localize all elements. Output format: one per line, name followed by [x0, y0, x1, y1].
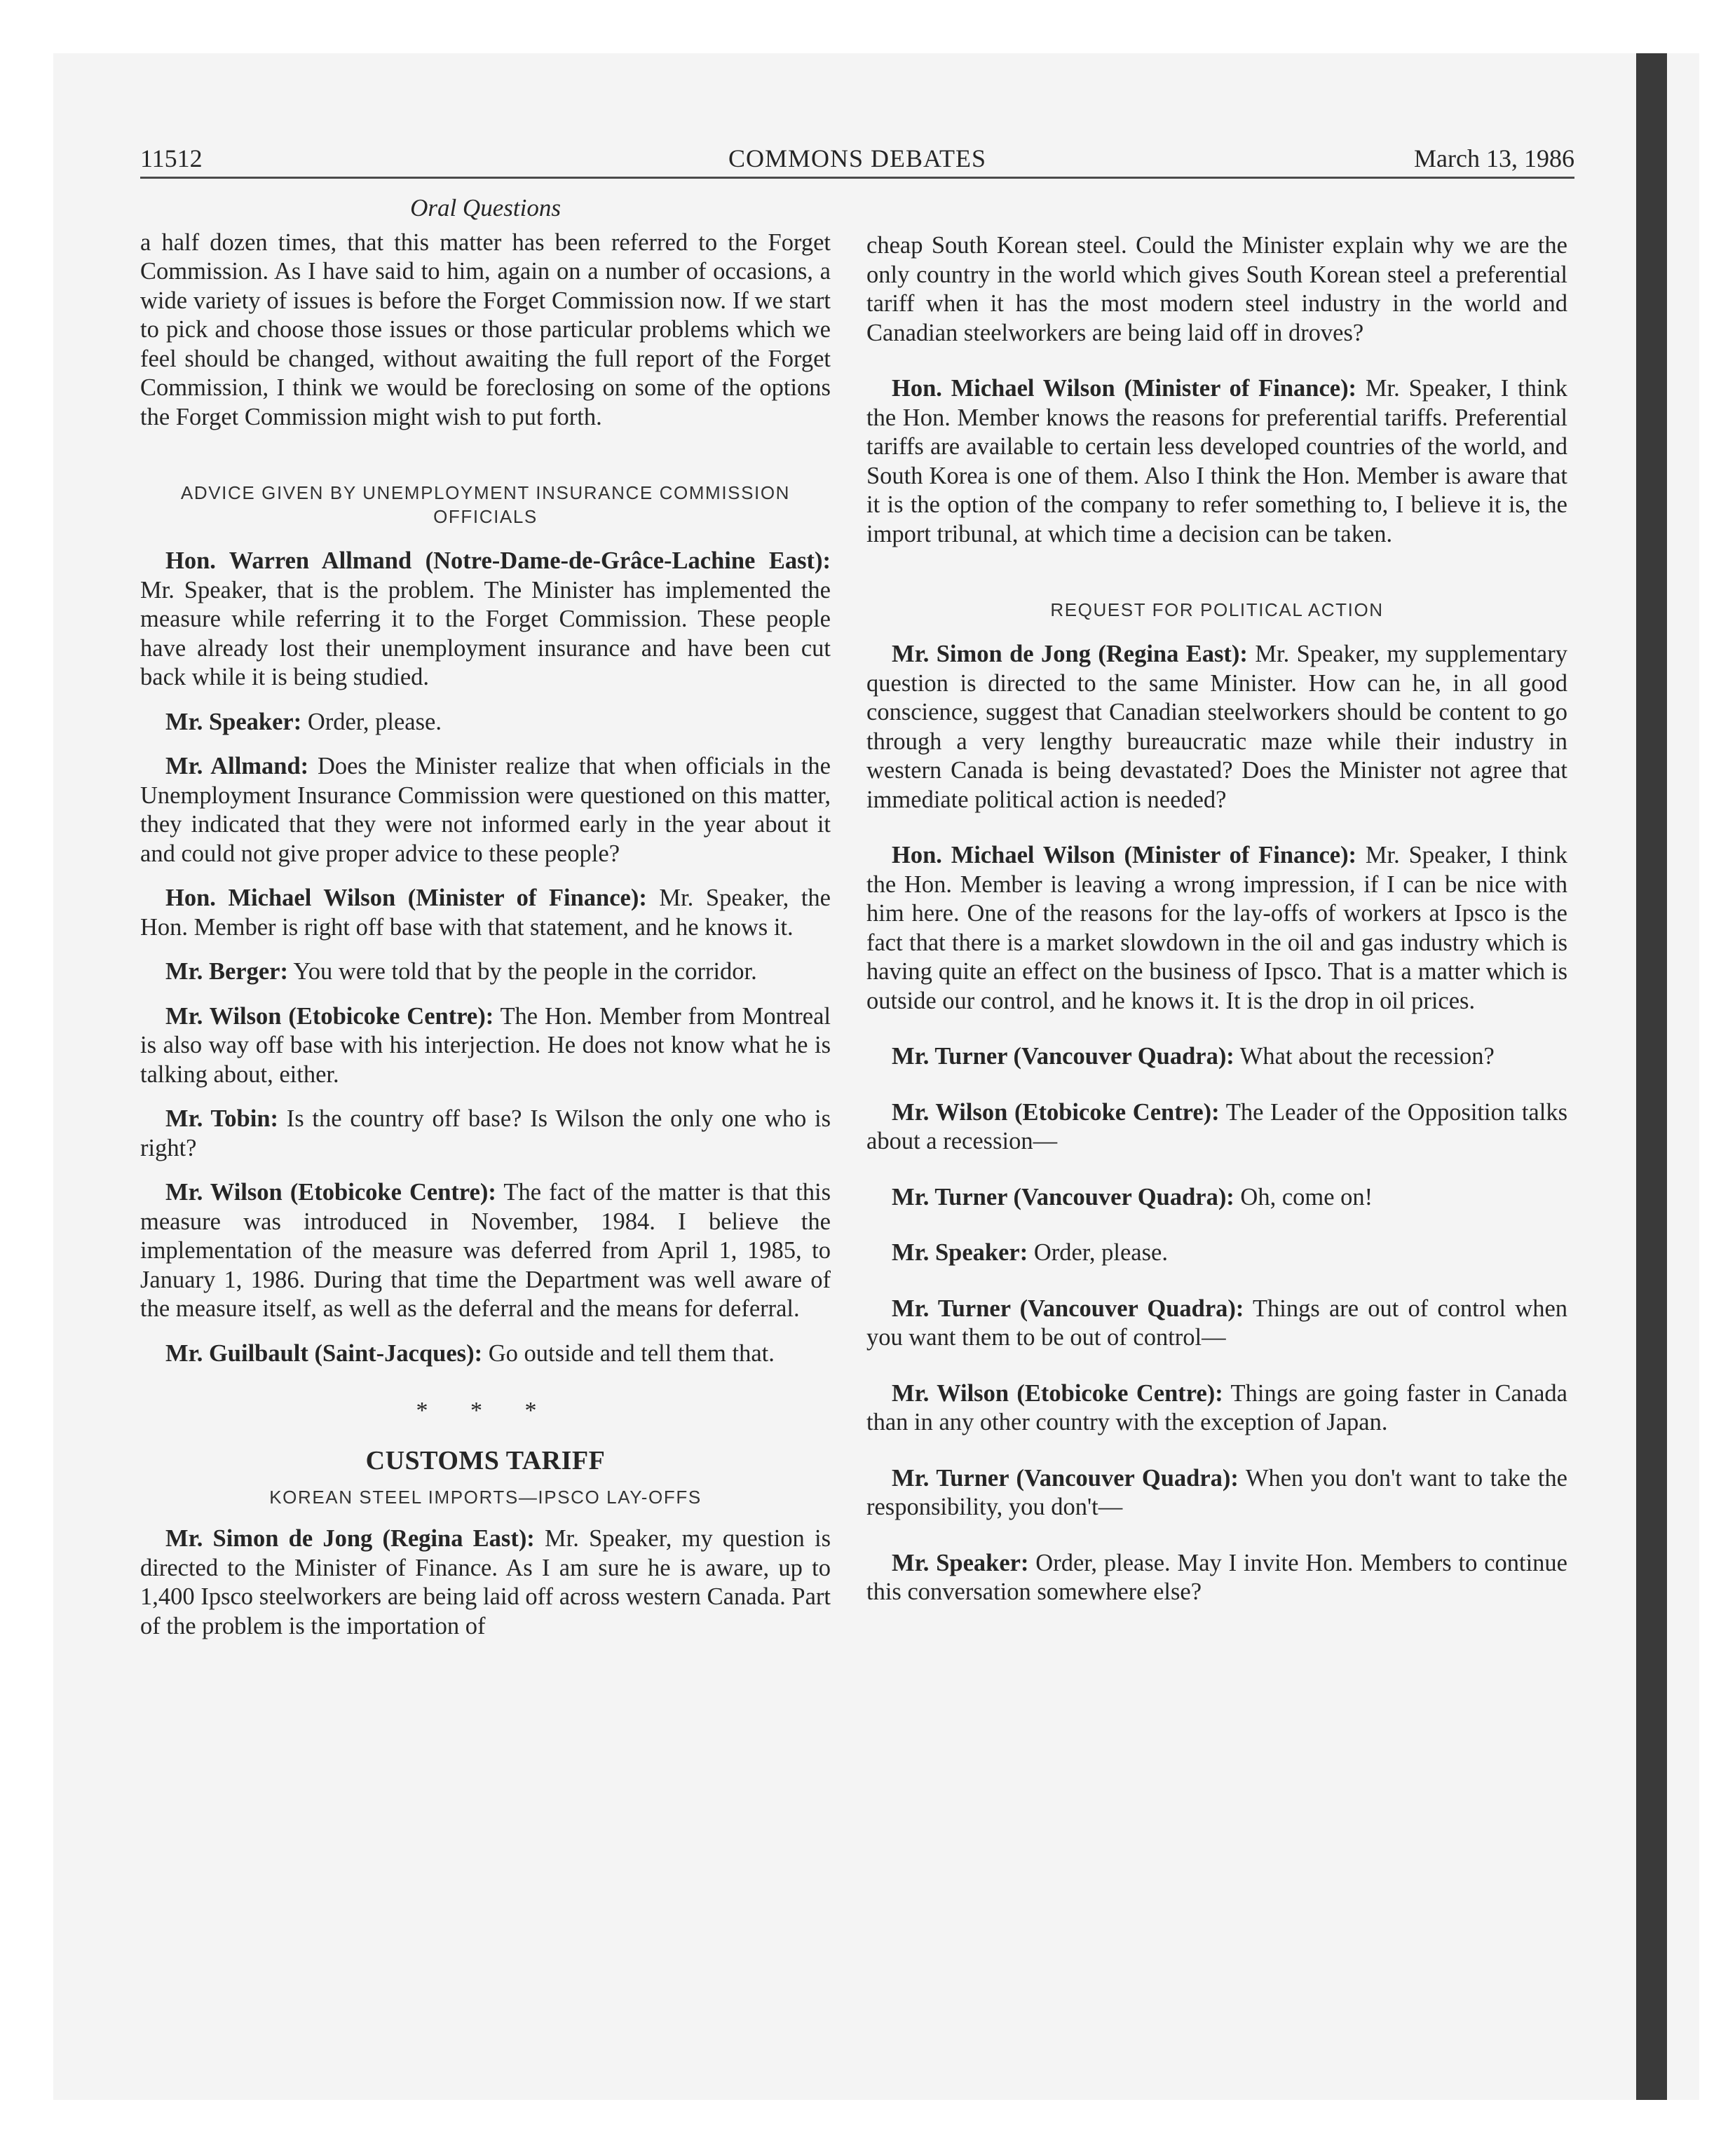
speaker-name: Mr. Speaker:: [892, 1239, 1028, 1266]
subheading-advice: ADVICE GIVEN BY UNEMPLOYMENT INSURANCE COMMISSION OFFICIALS: [180, 482, 791, 527]
speech-text: Mr. Speaker, my question is directed to the Minister of Finance. As I am sure he is aware, up to 1,400 Ipsco steelworkers are being laid off across western Canada. Part of the problem is the importation of: [140, 1525, 831, 1639]
speech: [140, 547, 831, 692]
speech-text: Order, please.: [1028, 1239, 1168, 1266]
speaker-name: Mr. Simon de Jong (Regina East):: [892, 641, 1248, 667]
speech-text: You were told that by the people in the corridor.: [287, 958, 757, 985]
speech: [140, 957, 831, 987]
speech: [140, 1178, 831, 1324]
left-column: [140, 193, 831, 1641]
speech-text: When you don't want to take the responsibility, you don't—: [866, 1464, 1567, 1520]
running-header: [140, 144, 1574, 179]
speech-text: The fact of the matter is that this measure was introduced in November, 1984. I believe the implementation of the measure was deferred from April 1, 1985, to January 1, 1986. During that time the Department was well aware of the measure itself, as well as the deferral and the means for deferral.: [140, 1179, 831, 1322]
speech: [140, 1002, 831, 1090]
speech-text: What about the recession?: [1234, 1043, 1495, 1070]
speaker-name: Mr. Wilson (Etobicoke Centre):: [165, 1002, 494, 1030]
speech: [140, 884, 831, 942]
speech: [140, 708, 831, 737]
speech: [140, 752, 831, 868]
section-label: Oral Questions: [410, 194, 561, 221]
speech-text: Oh, come on!: [1234, 1183, 1373, 1210]
speech: [866, 1098, 1567, 1157]
speech-text: Is the country off base? Is Wilson the only one who is right?: [140, 1105, 831, 1161]
speaker-name: Mr. Turner (Vancouver Quadra):: [892, 1295, 1244, 1322]
scan-edge-strip: [1636, 53, 1667, 2100]
paragraph: a half dozen times, that this matter has been referred to the Forget Commission. As I have said to him, again on a number of occasions, a wide variety of issues is before the Forget Commission now. If we start to pick and choose those issues or those particular problems which we feel should be changed, without awaiting the full report of the Forget Commission, I think we would be foreclosing on some of the options the Forget Commission might wish to put forth.: [140, 228, 831, 430]
speech-text: The Hon. Member from Montreal is also way off base with his interjection. He does not know what he is talking about, either.: [140, 1002, 831, 1088]
speech: [866, 1379, 1567, 1438]
speech: [866, 1042, 1567, 1072]
speaker-name: Hon. Michael Wilson (Minister of Finance):: [165, 885, 647, 911]
speaker-name: Mr. Turner (Vancouver Quadra):: [892, 1183, 1234, 1210]
page-number: 11512: [140, 144, 203, 172]
speech-text: Mr. Speaker, I think the Hon. Member knows the reasons for preferential tariffs. Preferential tariffs are available to certain less developed countries of the world, and South Korea is one of them. Also I think the Hon. Member is aware that it is the option of the company to refer something to, I believe it is, the import tribunal, at which time a decision can be taken.: [866, 375, 1567, 547]
speech: [140, 1105, 831, 1163]
speaker-name: Mr. Wilson (Etobicoke Centre):: [165, 1179, 496, 1206]
speech: [866, 1183, 1567, 1213]
issue-date: March 13, 1986: [1414, 144, 1574, 172]
speaker-name: Mr. Turner (Vancouver Quadra):: [892, 1043, 1234, 1070]
speech: [866, 841, 1567, 1016]
paragraph: cheap South Korean steel. Could the Minister explain why we are the only country in the world which gives South Korean steel a preferential tariff when it has the most modern steel industry in the world and Canadian steelworkers are being laid off in droves?: [866, 232, 1567, 346]
speaker-name: Hon. Warren Allmand (Notre-Dame-de-Grâce-Lachine East):: [165, 547, 831, 574]
speech-text: The Leader of the Opposition talks about a recession—: [866, 1098, 1567, 1154]
section-divider-stars: * * *: [416, 1398, 555, 1424]
speech-text: Mr. Speaker, the Hon. Member is right off base with that statement, and he knows it.: [140, 885, 831, 941]
speaker-name: Mr. Wilson (Etobicoke Centre):: [892, 1098, 1220, 1126]
speech-text: Mr. Speaker, my supplementary question is directed to the same Minister. How can he, in all good conscience, suggest that Canadian steelworkers should be content to go through a very lengthy bureaucratic maze while their industry in western Canada is being devastated? Does the Minister not agree that immediate political action is needed?: [866, 641, 1567, 813]
speech-text: Does the Minister realize that when officials in the Unemployment Insurance Commission were questioned on this matter, they indicated that they were not informed early in the year about it and could not give proper advice to these people?: [140, 753, 831, 867]
speech: [140, 1524, 831, 1641]
speech: [866, 1464, 1567, 1522]
speaker-name: Mr. Turner (Vancouver Quadra):: [892, 1464, 1239, 1492]
speech-text: Things are going faster in Canada than in any other country with the exception of Japan.: [866, 1379, 1567, 1435]
speech: [866, 1549, 1567, 1607]
speech: [866, 1295, 1567, 1353]
speech-text: Order, please.: [301, 708, 442, 735]
speech: [866, 640, 1567, 814]
speaker-name: Mr. Tobin:: [165, 1105, 279, 1132]
speaker-name: Mr. Allmand:: [165, 753, 309, 779]
publication-title: COMMONS DEBATES: [728, 144, 987, 172]
speech-text: Go outside and tell them that.: [482, 1339, 775, 1367]
speaker-name: Mr. Berger:: [165, 958, 288, 985]
speech: [866, 374, 1567, 549]
speaker-name: Mr. Wilson (Etobicoke Centre):: [892, 1379, 1223, 1407]
speech-text: Things are out of control when you want them to be out of control—: [866, 1295, 1568, 1351]
speaker-name: Mr. Speaker:: [165, 708, 302, 735]
speaker-name: Hon. Michael Wilson (Minister of Finance):: [892, 375, 1357, 402]
speaker-name: Hon. Michael Wilson (Minister of Finance):: [892, 842, 1357, 868]
speech-text: Mr. Speaker, I think the Hon. Member is leaving a wrong impression, if I can be nice with him here. One of the reasons for the lay-offs of workers at Ipsco is the fact that there is a market slowdown in the oil and gas industry which is having quite an effect on the business of Ipsco. That is a matter which is outside our control, and he knows it. It is the drop in oil prices.: [866, 842, 1567, 1014]
subheading-political-action: REQUEST FOR POLITICAL ACTION: [1050, 599, 1384, 620]
speaker-name: Mr. Speaker:: [892, 1549, 1029, 1576]
subheading-korean-steel: KOREAN STEEL IMPORTS—IPSCO LAY-OFFS: [269, 1487, 702, 1508]
right-column: [866, 231, 1567, 1607]
speech-text: Mr. Speaker, that is the problem. The Minister has implemented the measure while referring it to the Forget Commission. These people have already lost their unemployment insurance and have been cut back while it is being studied.: [140, 576, 831, 690]
heading-customs-tariff: CUSTOMS TARIFF: [365, 1445, 606, 1475]
speaker-name: Mr. Guilbault (Saint-Jacques):: [165, 1339, 483, 1367]
speech: [140, 1339, 831, 1369]
speech: [866, 1239, 1567, 1268]
speaker-name: Mr. Simon de Jong (Regina East):: [165, 1525, 535, 1552]
speech-text: Order, please. May I invite Hon. Members to continue this conversation somewhere else?: [866, 1549, 1567, 1605]
